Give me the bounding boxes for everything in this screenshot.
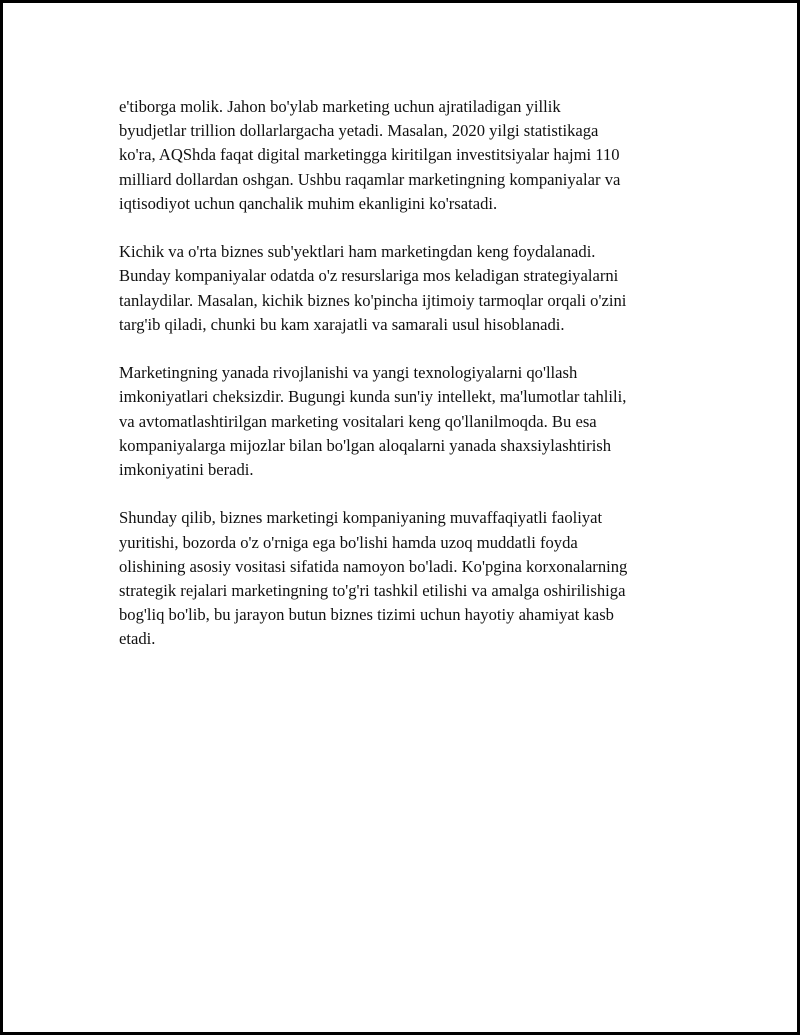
text-line: etadi. — [119, 629, 156, 649]
text-line: imkoniyatlari cheksizdir. Bugungi kunda sun'iy intellekt, ma'lumotlar tahlili, — [119, 387, 627, 407]
text-line: ko'ra, AQShda faqat digital marketingga kiritilgan investitsiyalar hajmi 110 — [119, 145, 620, 165]
text-line: Marketingning yanada rivojlanishi va yangi texnologiyalarni qo'llash — [119, 363, 578, 383]
text-line: Kichik va o'rta biznes sub'yektlari ham marketingdan keng foydalanadi. — [119, 242, 596, 262]
text-line: kompaniyalarga mijozlar bilan bo'lgan aloqalarni yanada shaxsiylashtirish — [119, 435, 612, 455]
text-line: milliard dollardan oshgan. Ushbu raqamlar marketingning kompaniyalar va — [119, 169, 621, 189]
paragraph-small-business — [119, 240, 699, 337]
document-body — [119, 95, 699, 676]
text-line: e'tiborga molik. Jahon bo'ylab marketing uchun ajratiladigan yillik — [119, 97, 561, 116]
text-line: Shunday qilib, biznes marketingi kompaniyaning muvaffaqiyatli faoliyat — [119, 508, 603, 528]
paragraph-technologies — [119, 361, 699, 482]
text-line: Bunday kompaniyalar odatda o'z resurslariga mos keladigan strategiyalarni — [119, 266, 619, 286]
text-line: olishining asosiy vositasi sifatida namoyon bo'ladi. Ko'pgina korxonalarning — [119, 556, 628, 576]
text-line: strategik rejalari marketingning to'g'ri tashkil etilishi va amalga oshirilishiga — [119, 581, 626, 601]
text-line: bog'liq bo'lib, bu jarayon butun biznes tizimi uchun hayotiy ahamiyat kasb — [119, 605, 614, 625]
text-line: iqtisodiyot uchun qanchalik muhim ekanligini ko'rsatadi. — [119, 193, 498, 213]
text-line: targ'ib qiladi, chunki bu kam xarajatli va samarali usul hisoblanadi. — [119, 314, 565, 334]
text-line: yuritishi, bozorda o'z o'rniga ega bo'lishi hamda uzoq muddatli foyda — [119, 532, 578, 552]
text-line: byudjetlar trillion dollarlargacha yetadi. Masalan, 2020 yilgi statistikaga — [119, 121, 599, 141]
text-line: imkoniyatini beradi. — [119, 460, 254, 480]
paragraph-conclusion — [119, 506, 699, 651]
text-line: va avtomatlashtirilgan marketing vositalari keng qo'llanilmoqda. Bu esa — [119, 411, 597, 431]
text-line: tanlaydilar. Masalan, kichik biznes ko'pincha ijtimoiy tarmoqlar orqali o'zini — [119, 290, 627, 310]
paragraph-marketing-budgets — [119, 95, 699, 216]
